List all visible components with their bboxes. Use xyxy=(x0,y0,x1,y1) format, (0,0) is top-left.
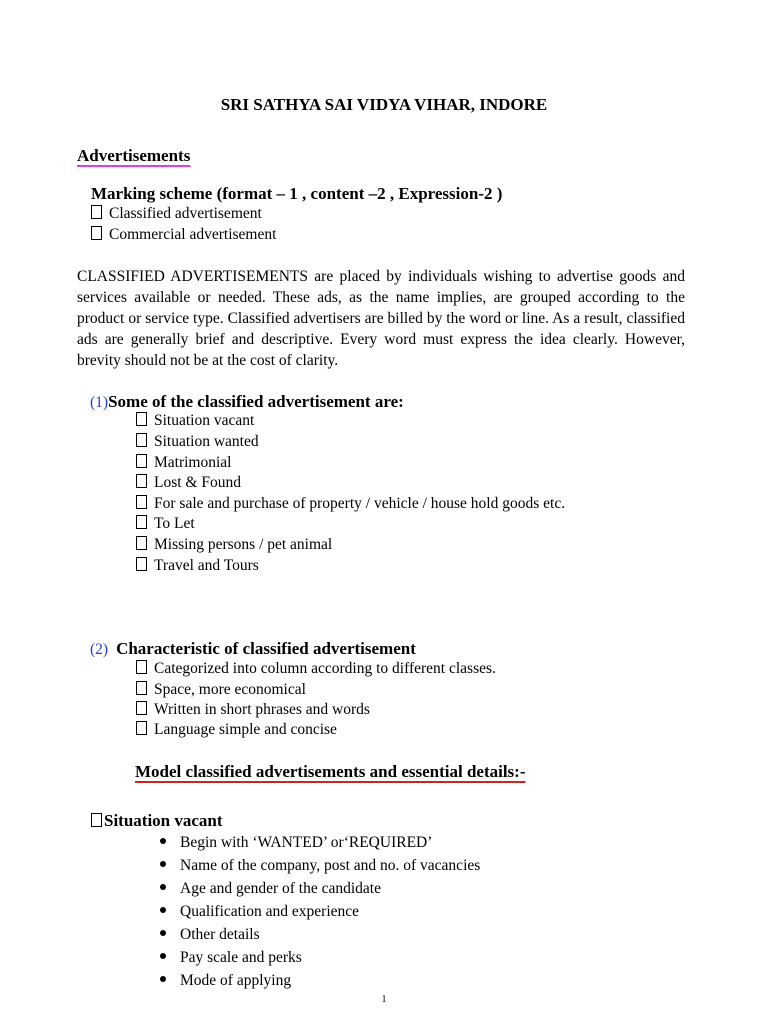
checkbox-icon xyxy=(91,226,102,240)
bullet-item xyxy=(160,903,359,921)
bullet-icon xyxy=(160,953,166,959)
ad-type-item xyxy=(91,226,276,244)
section2-title: Characteristic of classified advertisement xyxy=(116,639,416,658)
bullet-icon xyxy=(160,907,166,913)
bullet-item xyxy=(160,972,291,990)
bullet-icon xyxy=(160,930,166,936)
section1-header xyxy=(90,392,404,412)
bullet-label: Other details xyxy=(180,926,260,943)
list-item-label: For sale and purchase of property / vehicle / house hold goods etc. xyxy=(154,495,566,512)
list-item-label: Categorized into column according to different classes. xyxy=(154,660,496,677)
bullet-label: Begin with ‘WANTED’ or‘REQUIRED’ xyxy=(180,834,433,851)
checkbox-icon xyxy=(136,412,147,426)
checkbox-icon xyxy=(136,495,147,509)
checkbox-icon xyxy=(91,813,102,827)
ad-type-label: Classified advertisement xyxy=(109,205,262,222)
list-item-label: Lost & Found xyxy=(154,474,241,491)
situation-vacant-heading xyxy=(91,811,223,831)
checkbox-icon xyxy=(136,474,147,488)
bullet-icon xyxy=(160,884,166,890)
marking-scheme: Marking scheme (format – 1 , content –2 , Expression-2 ) xyxy=(91,184,503,203)
bullet-label: Name of the company, post and no. of vacancies xyxy=(180,857,481,874)
checkbox-icon xyxy=(136,454,147,468)
list-item xyxy=(136,681,306,699)
checkbox-icon xyxy=(136,433,147,447)
bullet-item xyxy=(160,880,381,898)
checkbox-icon xyxy=(136,515,147,529)
list-item xyxy=(136,536,332,554)
list-item-label: Written in short phrases and words xyxy=(154,701,370,718)
list-item xyxy=(136,701,370,719)
list-item-label: Missing persons / pet animal xyxy=(154,536,333,553)
bullet-item xyxy=(160,857,480,875)
list-item xyxy=(136,721,337,739)
advertisements-heading: Advertisements xyxy=(77,146,191,165)
bullet-item xyxy=(160,949,302,967)
bullet-label: Mode of applying xyxy=(180,972,292,989)
page-number: 1 xyxy=(381,994,387,1005)
bullet-icon xyxy=(160,838,166,844)
list-item xyxy=(136,515,195,533)
page-title: SRI SATHYA SAI VIDYA VIHAR, INDORE xyxy=(220,95,548,114)
bullet-icon xyxy=(160,861,166,867)
bullet-icon xyxy=(160,976,166,982)
list-item-label: To Let xyxy=(154,515,195,532)
list-item-label: Language simple and concise xyxy=(154,721,337,738)
bullet-label: Age and gender of the candidate xyxy=(180,880,381,897)
list-item-label: Space, more economical xyxy=(154,681,306,698)
bullet-item xyxy=(160,834,432,852)
section2-number: (2) xyxy=(90,641,109,658)
list-item xyxy=(136,433,259,451)
section1-title: Some of the classified advertisement are: xyxy=(108,392,404,411)
checkbox-icon xyxy=(136,557,147,571)
list-item xyxy=(136,557,259,575)
checkbox-icon xyxy=(136,701,147,715)
checkbox-icon xyxy=(136,660,147,674)
list-item xyxy=(136,474,241,492)
bullet-item xyxy=(160,926,260,944)
list-item xyxy=(136,495,565,513)
model-heading: Model classified advertisements and essential details:- xyxy=(135,762,526,781)
checkbox-icon xyxy=(136,681,147,695)
list-item-label: Matrimonial xyxy=(154,454,232,471)
ad-type-label: Commercial advertisement xyxy=(109,226,277,243)
checkbox-icon xyxy=(136,721,147,735)
checkbox-icon xyxy=(91,205,102,219)
intro-paragraph: CLASSIFIED ADVERTISEMENTS are placed by individuals wishing to advertise goods and services available or needed. These ads, as the name implies, are grouped according to the product or service type. Classified advertisers are billed by the word or line. As a result, classified ads are generally brief and descriptive. Every word must express the idea clearly. However, brevity should not be at the cost of clarity. xyxy=(77,268,685,369)
section2-header xyxy=(90,639,416,659)
list-item xyxy=(136,660,496,678)
list-item xyxy=(136,454,232,472)
list-item-label: Situation vacant xyxy=(154,412,255,429)
bullet-label: Pay scale and perks xyxy=(180,949,302,966)
list-item-label: Travel and Tours xyxy=(154,557,259,574)
ad-type-item xyxy=(91,205,262,223)
bullet-label: Qualification and experience xyxy=(180,903,360,920)
list-item xyxy=(136,412,254,430)
list-item-label: Situation wanted xyxy=(154,433,259,450)
checkbox-icon xyxy=(136,536,147,550)
section1-number: (1) xyxy=(90,394,109,411)
situation-vacant-title: Situation vacant xyxy=(104,811,223,830)
